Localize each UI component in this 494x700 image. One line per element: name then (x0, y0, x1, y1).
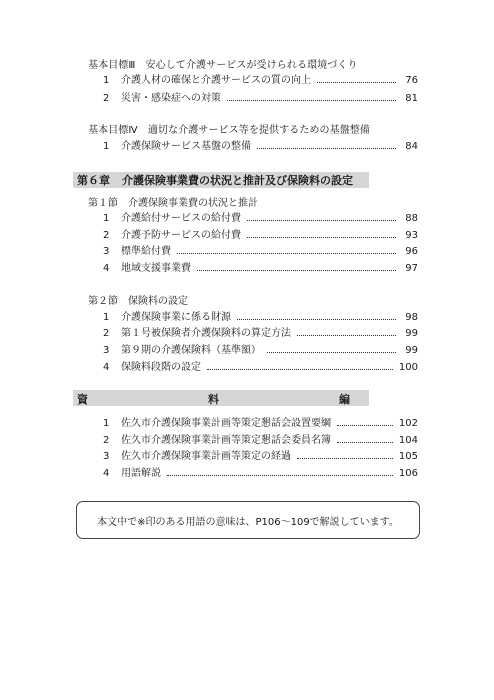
leader-dots (267, 344, 396, 353)
section-title: 保険料の設定 (128, 296, 188, 307)
entry-page: 93 (405, 230, 418, 241)
leader-dots (337, 434, 393, 443)
section2-heading (88, 292, 188, 307)
entry-number: 2 (103, 93, 110, 104)
entry-number: 3 (103, 345, 110, 356)
leader-dots (247, 212, 396, 221)
entry-title: 保険料段階の設定 (121, 362, 201, 373)
leader-dots (167, 467, 393, 476)
entry-number: 2 (103, 435, 110, 446)
entry-number: 3 (103, 246, 110, 257)
leader-dots (237, 311, 396, 320)
toc-entry[interactable] (103, 89, 418, 103)
entry-number: 1 (103, 312, 110, 323)
section-number: 第１節 (88, 198, 118, 209)
entry-number: 1 (103, 418, 110, 429)
glossary-note-text: 本文中で※印のある用語の意味は、P106～109で解説しています。 (97, 516, 399, 528)
goal4-heading: 基本目標Ⅳ 適切な介護サービス等を提供するための基盤整備 (88, 125, 371, 136)
leader-dots (247, 229, 396, 238)
entry-page: 81 (405, 93, 418, 104)
entry-title: 介護保険事業に係る財源 (121, 312, 231, 323)
section1-heading (88, 194, 258, 209)
entry-page: 106 (398, 468, 418, 479)
entry-number: 4 (103, 263, 110, 274)
entry-page: 104 (398, 435, 418, 446)
entry-title: 用語解説 (121, 468, 161, 479)
entry-title: 介護給付サービスの給付費 (121, 213, 241, 224)
entry-number: 2 (103, 230, 110, 241)
entry-number: 4 (103, 362, 110, 373)
section-number: 第２節 (88, 296, 118, 307)
leader-dots (227, 92, 396, 101)
chapter6-heading[interactable] (73, 172, 369, 188)
entry-title: 介護人材の確保と介護サービスの質の向上 (121, 75, 311, 86)
entry-title: 佐久市介護保険事業計画等策定懇話会委員名簿 (121, 435, 331, 446)
entry-title: 第９期の介護保険料（基準額） (121, 345, 261, 356)
toc-entry[interactable] (103, 341, 418, 355)
appendix-char-1: 資 (77, 393, 88, 406)
entry-page: 100 (398, 362, 418, 373)
entry-title: 第１号被保険者介護保険料の算定方法 (121, 328, 291, 339)
leader-dots (257, 140, 396, 149)
entry-page: 76 (405, 75, 418, 86)
chapter-title: 介護保険事業費の状況と推計及び保険料の設定 (122, 174, 353, 187)
entry-page: 99 (405, 345, 418, 356)
entry-page: 98 (405, 312, 418, 323)
toc-entry[interactable] (103, 137, 418, 151)
entry-page: 84 (405, 141, 418, 152)
entry-title: 佐久市介護保険事業計画等策定の経過 (121, 451, 291, 462)
entry-page: 99 (405, 328, 418, 339)
entry-title: 標準給付費 (121, 246, 171, 257)
entry-number: 3 (103, 451, 110, 462)
entry-page: 88 (405, 213, 418, 224)
entry-title: 地域支援事業費 (121, 263, 191, 274)
toc-entry[interactable] (103, 358, 418, 372)
leader-dots (297, 327, 396, 336)
toc-entry[interactable] (103, 447, 418, 461)
appendix-heading[interactable] (73, 390, 369, 406)
section-title: 介護保険事業費の状況と推計 (128, 198, 258, 209)
toc-entry[interactable] (103, 71, 418, 85)
leader-dots (177, 245, 396, 254)
appendix-char-3: 編 (339, 393, 350, 406)
leader-dots (317, 74, 396, 83)
entry-title: 佐久市介護保険事業計画等策定懇話会設置要綱 (121, 418, 331, 429)
entry-number: 2 (103, 328, 110, 339)
toc-entry[interactable] (103, 259, 418, 273)
entry-title: 災害・感染症への対策 (121, 93, 221, 104)
toc-entry[interactable] (103, 464, 418, 478)
goal3-heading: 基本目標Ⅲ 安心して介護サービスが受けられる環境づくり (88, 60, 358, 71)
toc-entry[interactable] (103, 242, 418, 256)
leader-dots (337, 417, 393, 426)
entry-page: 105 (398, 451, 418, 462)
toc-entry[interactable] (103, 414, 418, 428)
entry-number: 1 (103, 75, 110, 86)
leader-dots (207, 361, 393, 370)
chapter-number: 第６章 (77, 174, 110, 187)
entry-number: 1 (103, 141, 110, 152)
toc-entry[interactable] (103, 324, 418, 338)
leader-dots (297, 450, 393, 459)
entry-title: 介護予防サービスの給付費 (121, 230, 241, 241)
appendix-char-2: 料 (208, 393, 219, 406)
leader-dots (197, 262, 396, 271)
toc-entry[interactable] (103, 431, 418, 445)
entry-title: 介護保険サービス基盤の整備 (121, 141, 251, 152)
entry-page: 102 (398, 418, 418, 429)
toc-entry[interactable] (103, 308, 418, 322)
entry-page: 97 (405, 263, 418, 274)
entry-page: 96 (405, 246, 418, 257)
glossary-note-box (76, 501, 420, 539)
toc-entry[interactable] (103, 226, 418, 240)
toc-entry[interactable] (103, 209, 418, 223)
entry-number: 1 (103, 213, 110, 224)
entry-number: 4 (103, 468, 110, 479)
